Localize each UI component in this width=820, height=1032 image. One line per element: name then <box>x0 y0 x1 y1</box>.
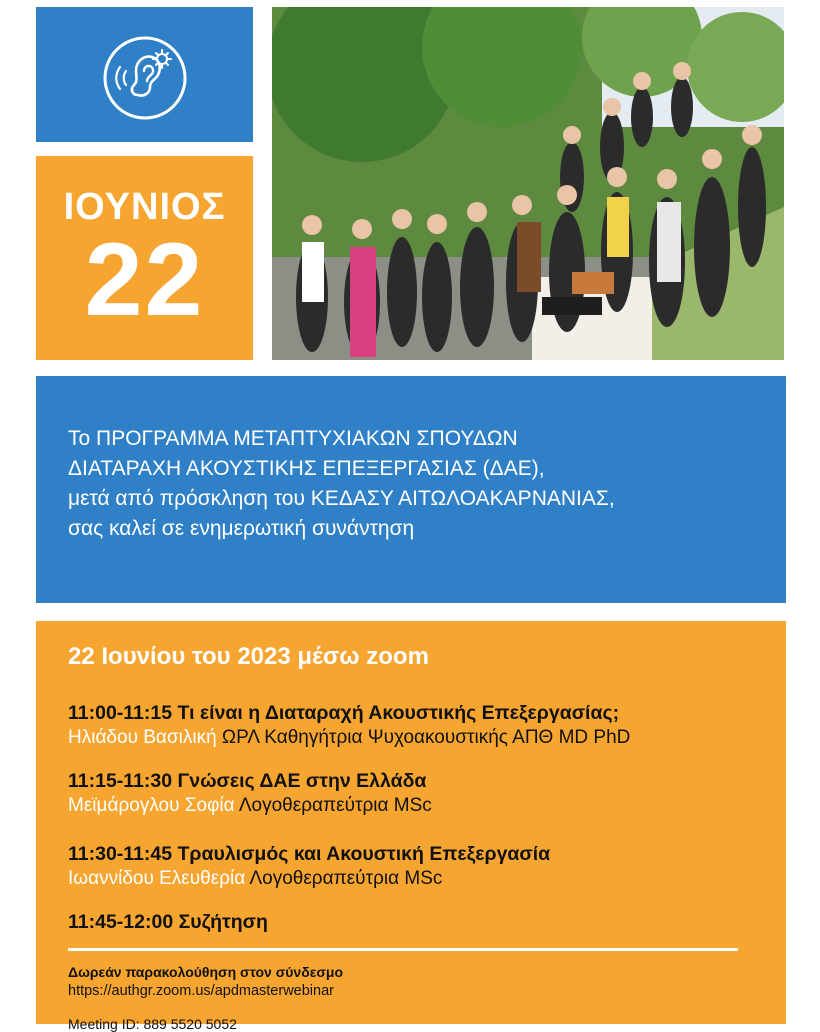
session-speaker-line <box>68 867 550 891</box>
session-item <box>68 842 550 891</box>
date-panel <box>36 156 253 360</box>
session-title: 11:00-11:15 Τι είναι η Διαταραχή Ακουστικής Επεξεργασίας; <box>68 702 620 724</box>
speaker-role: Λογοθεραπεύτρια MSc <box>245 868 443 889</box>
registration-link[interactable]: https://authgr.zoom.us/apdmasterwebinar <box>68 983 334 999</box>
session-item <box>68 769 432 818</box>
session-title: 11:45-12:00 Συζήτηση <box>68 911 268 933</box>
ear-hearing-icon <box>102 35 188 121</box>
session-item <box>68 701 630 750</box>
logo-panel <box>36 7 253 142</box>
group-photo <box>272 7 784 360</box>
intro-line: σας καλεί σε ενημερωτική συνάντηση <box>68 517 415 540</box>
speaker-name: Μεϊμάρογλου Σοφία <box>68 795 235 816</box>
month-label: ΙΟΥΝΙΟΣ <box>63 186 226 228</box>
speaker-role: ΩΡΛ Καθηγήτρια Ψυχοακουστικής ΑΠΘ MD PhD <box>216 727 631 748</box>
speaker-role: Λογοθεραπεύτρια MSc <box>234 795 432 816</box>
intro-text <box>68 424 758 544</box>
group-photo-illustration <box>272 7 784 360</box>
speaker-name: Ιωαννίδου Ελευθερία <box>68 868 246 889</box>
intro-line: Το ΠΡΟΓΡΑΜΜΑ ΜΕΤΑΠΤΥΧΙΑΚΩΝ ΣΠΟΥΔΩΝ <box>68 427 518 450</box>
session-title: 11:30-11:45 Τραυλισμός και Ακουστική Επεξεργασία <box>68 843 551 865</box>
session-item <box>68 910 268 935</box>
session-speaker-line <box>68 726 630 750</box>
intro-panel <box>36 376 786 603</box>
intro-line: μετά από πρόσκληση του ΚΕΔΑΣΥ ΑΙΤΩΛΟΑΚΑΡΝΑΝΙΑΣ, <box>68 487 615 510</box>
day-number: 22 <box>84 222 205 338</box>
program-panel <box>36 621 786 1032</box>
intro-line: ΔΙΑΤΑΡΑΧΗ ΑΚΟΥΣΤΙΚΗΣ ΕΠΕΞΕΡΓΑΣΙΑΣ (ΔΑΕ), <box>68 457 545 480</box>
session-title: 11:15-11:30 Γνώσεις ΔΑΕ στην Ελλάδα <box>68 770 427 792</box>
event-date: 22 Ιουνίου του 2023 μέσω zoom <box>68 643 429 670</box>
session-speaker-line <box>68 794 432 818</box>
registration-label: Δωρεάν παρακολούθηση στον σύνδεσμο <box>68 964 344 980</box>
speaker-name: Ηλιάδου Βασιλική <box>68 727 217 748</box>
divider <box>68 948 738 951</box>
meeting-id: Meeting ID: 889 5520 5052 <box>68 1016 237 1032</box>
